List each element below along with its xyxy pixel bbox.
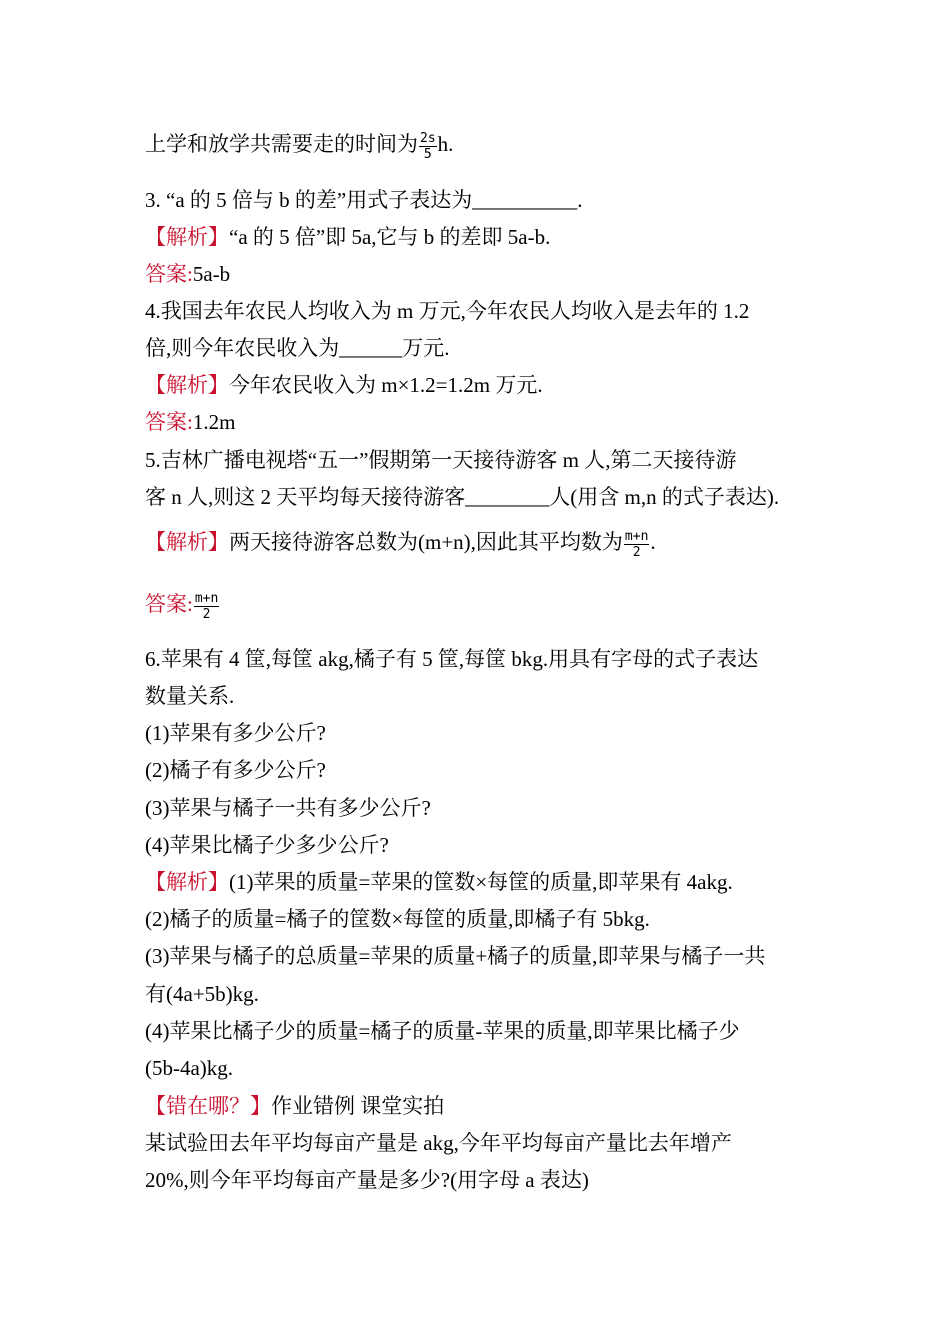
error-tag: 【错在哪？】 — [145, 1094, 271, 1118]
analysis-text: 两天接待游客总数为(m+n),因此其平均数为 — [229, 530, 623, 554]
analysis-text: “a 的 5 倍”即 5a,它与 b 的差即 5a-b. — [229, 225, 551, 249]
answer-5 — [145, 590, 220, 622]
analysis-tag: 【解析】 — [145, 530, 229, 554]
fraction-denominator: 2 — [632, 544, 641, 560]
question-4-line-1: 4.我国去年农民人均收入为 m 万元,今年农民人均收入是去年的 1.2 — [145, 299, 750, 323]
answer-fraction — [194, 591, 219, 622]
question-6-part-1: (1)苹果有多少公斤? — [145, 721, 326, 745]
error-heading-text: 作业错例 课堂实拍 — [271, 1094, 445, 1118]
fraction-denominator: 5 — [423, 146, 432, 162]
answer-3 — [145, 260, 230, 288]
error-example-heading — [145, 1092, 444, 1120]
question-6-part-3: (3)苹果与橘子一共有多少公斤? — [145, 796, 431, 820]
analysis-6-part-3-line-1: (3)苹果与橘子的总质量=苹果的质量+橘子的质量,即苹果与橘子一共 — [145, 944, 766, 968]
error-question-line-2: 20%,则今年平均每亩产量是多少?(用字母 a 表达) — [145, 1168, 589, 1192]
analysis-text: 今年农民收入为 m×1.2=1.2m 万元. — [229, 373, 543, 397]
question-6-line-1: 6.苹果有 4 筐,每筐 akg,橘子有 5 筐,每筐 bkg.用具有字母的式子表达 — [145, 647, 759, 671]
question-6-part-4: (4)苹果比橘子少多少公斤? — [145, 833, 389, 857]
fraction-denominator: 2 — [202, 606, 211, 622]
fraction — [419, 131, 437, 162]
answer-4 — [145, 408, 235, 436]
question-6-part-2: (2)橘子有多少公斤? — [145, 758, 326, 782]
text: 上学和放学共需要走的时间为 — [145, 132, 418, 156]
analysis-6-part-4-line-1: (4)苹果比橘子少的质量=橘子的质量-苹果的质量,即苹果比橘子少 — [145, 1019, 740, 1043]
line-travel-time — [145, 130, 453, 162]
text: . — [650, 530, 656, 554]
answer-label: 答案: — [145, 592, 193, 616]
analysis-tag: 【解析】 — [145, 373, 229, 397]
fraction-numerator: m+n — [624, 528, 649, 544]
analysis-tag: 【解析】 — [145, 225, 229, 249]
answer-label: 答案: — [145, 262, 193, 286]
question-6-line-2: 数量关系. — [145, 684, 235, 708]
analysis-6-part-1 — [145, 868, 733, 896]
fraction — [624, 529, 649, 560]
analysis-4 — [145, 371, 543, 399]
analysis-5 — [145, 528, 656, 560]
analysis-6-part-3-line-2: 有(4a+5b)kg. — [145, 982, 259, 1006]
question-5-line-1: 5.吉林广播电视塔“五一”假期第一天接待游客 m 人,第二天接待游 — [145, 448, 737, 472]
analysis-text: (1)苹果的质量=苹果的筐数×每筐的质量,即苹果有 4akg. — [229, 870, 733, 894]
question-5-line-2: 客 n 人,则这 2 天平均每天接待游客________人(用含 m,n 的式子表达). — [145, 485, 780, 509]
error-question-line-1: 某试验田去年平均每亩产量是 akg,今年平均每亩产量比去年增产 — [145, 1131, 732, 1155]
text: h. — [437, 132, 454, 156]
answer-label: 答案: — [145, 410, 193, 434]
analysis-3 — [145, 223, 550, 251]
fraction-numerator: m+n — [194, 590, 219, 606]
analysis-6-part-4-line-2: (5b-4a)kg. — [145, 1056, 234, 1080]
analysis-tag: 【解析】 — [145, 870, 229, 894]
fraction-numerator: 2s — [420, 130, 436, 146]
question-4-line-2: 倍,则今年农民收入为______万元. — [145, 336, 450, 360]
answer-value: 5a-b — [192, 262, 231, 286]
analysis-6-part-2: (2)橘子的质量=橘子的筐数×每筐的质量,即橘子有 5bkg. — [145, 907, 650, 931]
question-3: 3. “a 的 5 倍与 b 的差”用式子表达为__________. — [145, 188, 583, 212]
answer-value: 1.2m — [192, 410, 236, 434]
